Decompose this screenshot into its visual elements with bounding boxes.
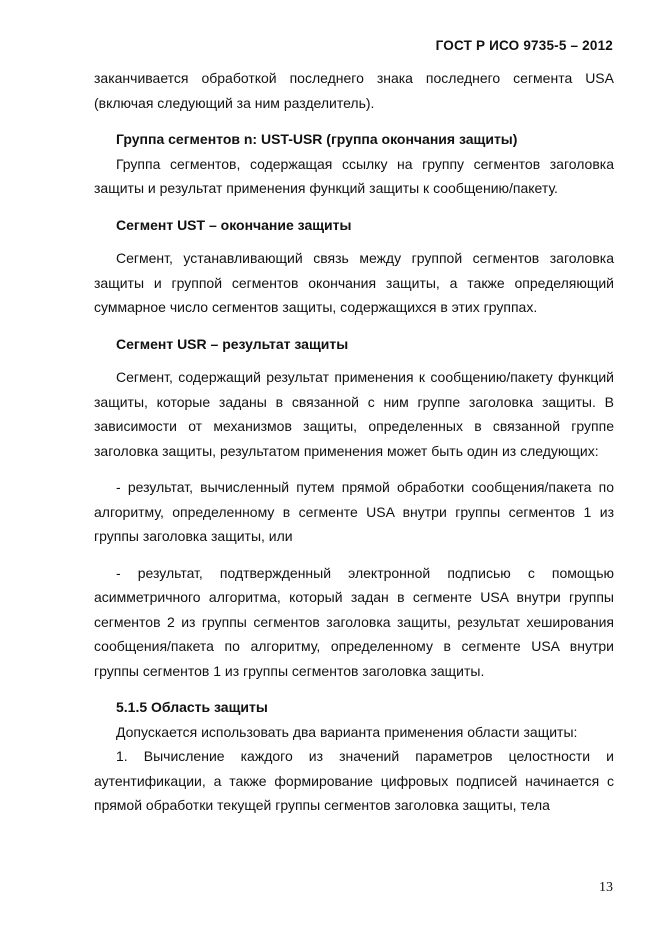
paragraph-5-1-5-item-1: 1. Вычисление каждого из значений параметров целостности и аутентификации, а также формирование цифровых подписей начинается с прямой обработки текущей группы сегментов заголовка защиты, тела <box>94 748 614 813</box>
page-number: 13 <box>599 880 613 895</box>
paragraph-segment-usr: Сегмент, содержащий результат применения к сообщению/пакету функций защиты, которые заданы в связанной с ним группе заголовка защиты. В зависимости от механизмов защиты, определенных в связанной группе заголовка защиты, результатом применения может быть один из следующих: <box>94 369 614 459</box>
document-header: ГОСТ Р ИСО 9735-5 – 2012 <box>435 38 613 53</box>
heading-group-n: Группа сегментов n: UST-USR (группа окончания защиты) <box>116 131 518 147</box>
section-heading-5-1-5: 5.1.5 Область защиты <box>116 699 268 715</box>
paragraph-5-1-5-intro: Допускается использовать два варианта применения области защиты: <box>116 723 578 740</box>
heading-segment-usr: Сегмент USR – результат защиты <box>116 335 349 352</box>
paragraph-group-n: Группа сегментов, содержащая ссылку на группу сегментов заголовка защиты и результат применения функций защиты к сообщению/пакету. <box>94 155 614 196</box>
document-body <box>94 66 614 818</box>
paragraph-segment-ust: Сегмент, устанавливающий связь между группой сегментов заголовка защиты и группой сегментов окончания защиты, а также определяющий суммарное число сегментов защиты, содержащихся в этих группах. <box>94 250 614 315</box>
heading-segment-ust: Сегмент UST – окончание защиты <box>116 216 352 233</box>
list-item: - результат, вычисленный путем прямой обработки сообщения/пакета по алгоритму, определенному в сегменте USA внутри группы сегментов 1 из группы заголовка защиты, или <box>94 479 614 544</box>
list-item: - результат, подтвержденный электронной подписью с помощью асимметричного алгоритма, который задан в сегменте USA внутри группы сегментов 2 из группы сегментов заголовка защиты, результат хеширования сообщения/пакета по алгоритму, определенному в сегменте USA внутри группы сегментов 1 из группы сегментов заголовка защиты. <box>94 564 614 679</box>
continuation-paragraph: заканчивается обработкой последнего знака последнего сегмента USA (включая следующий за ним разделитель). <box>94 70 614 111</box>
